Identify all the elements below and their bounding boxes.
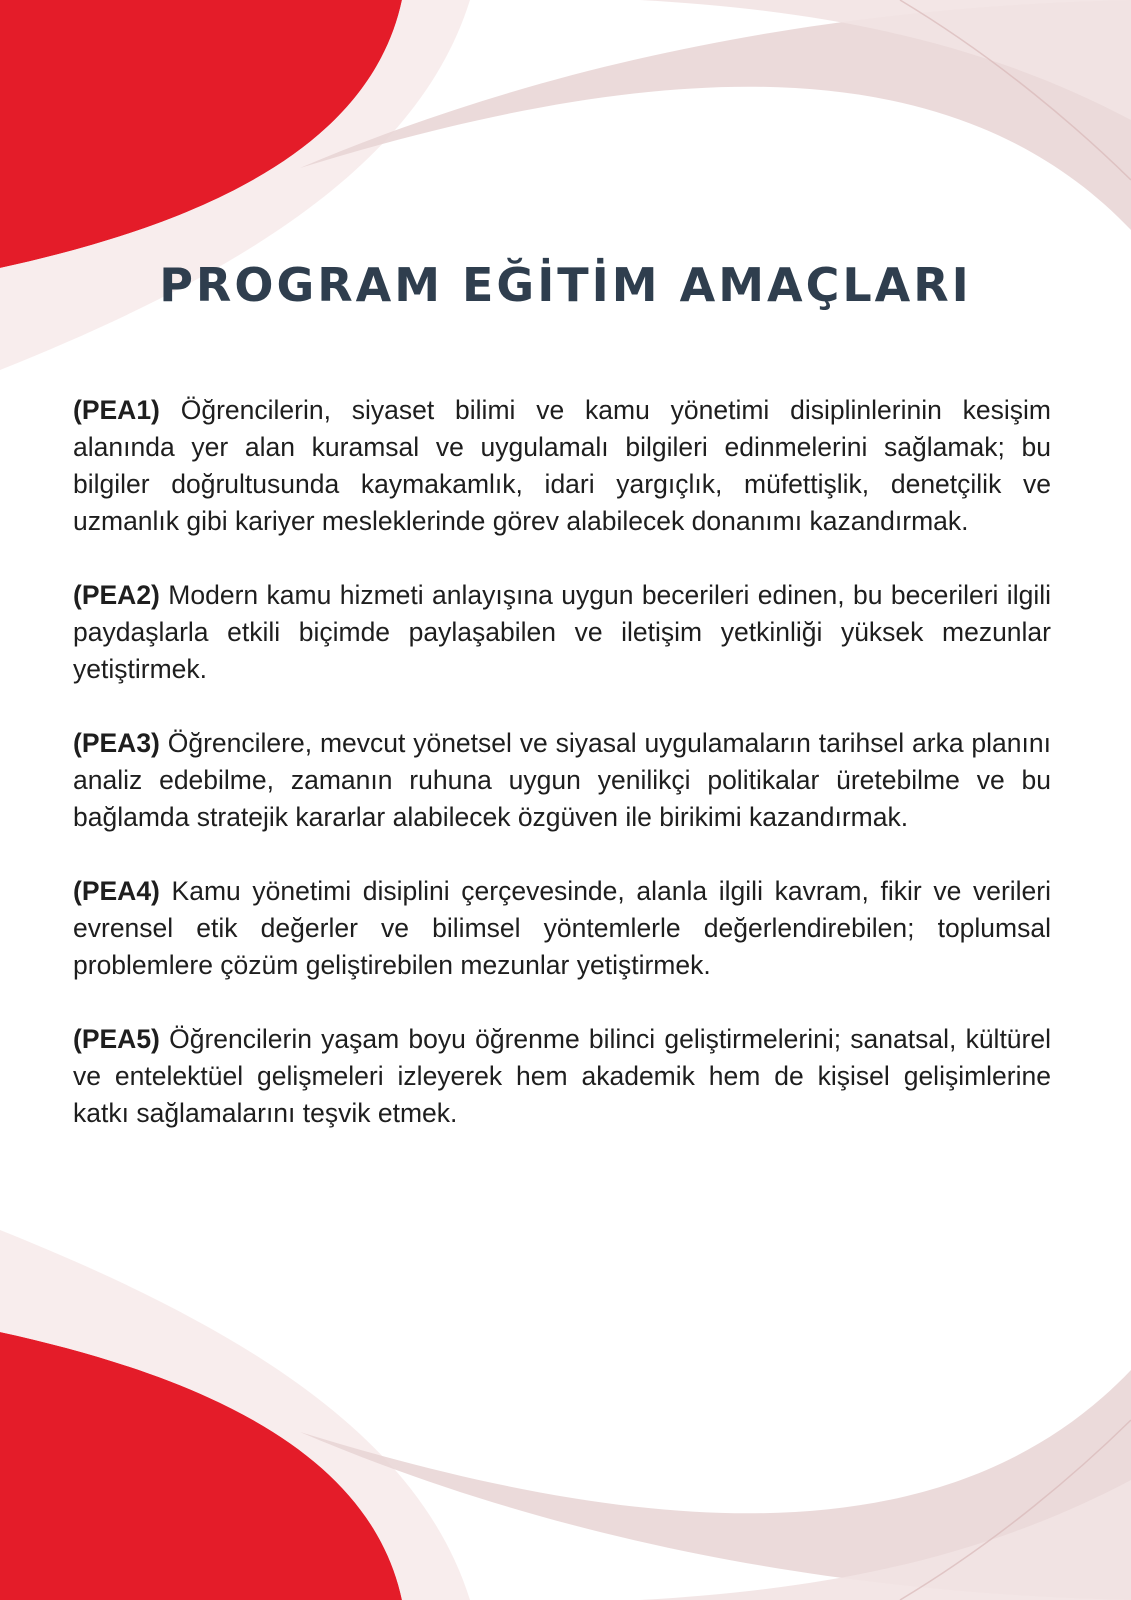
objective-code: (PEA1) bbox=[73, 395, 160, 425]
objective-item bbox=[73, 392, 1051, 540]
objective-item bbox=[73, 577, 1051, 688]
objective-code: (PEA2) bbox=[73, 580, 160, 610]
objective-text: Modern kamu hizmeti anlayışına uygun becerileri edinen, bu becerileri ilgili paydaşlarla etkili biçimde paylaşabilen ve iletişim yetkinliği yüksek mezunlar yetiştirmek. bbox=[73, 580, 1051, 684]
page-title: PROGRAM EĞİTİM AMAÇLARI bbox=[159, 258, 972, 312]
objective-item bbox=[73, 873, 1051, 984]
objective-item bbox=[73, 725, 1051, 836]
objective-item bbox=[73, 1021, 1051, 1132]
objective-code: (PEA5) bbox=[73, 1024, 160, 1054]
objective-text: Öğrencilerin, siyaset bilimi ve kamu yönetimi disiplinlerinin kesişim alanında yer alan kuramsal ve uygulamalı bilgileri edinmelerini sağlamak; bu bilgiler doğrultusunda kaymakamlık, idari yargıçlık, müfettişlik, denetçilik ve uzmanlık gibi kariyer mesleklerinde görev alabilecek donanımı kazandırmak. bbox=[73, 395, 1051, 536]
objective-text: Öğrencilere, mevcut yönetsel ve siyasal uygulamaların tarihsel arka planını analiz edebilme, zamanın ruhuna uygun yenilikçi politikalar üretebilme ve bu bağlamda stratejik kararlar alabilecek özgüven ile birikimi kazandırmak. bbox=[73, 728, 1051, 832]
objective-code: (PEA3) bbox=[73, 728, 160, 758]
objectives-list bbox=[73, 392, 1051, 1169]
objective-text: Öğrencilerin yaşam boyu öğrenme bilinci geliştirmelerini; sanatsal, kültürel ve entelektüel gelişmeleri izleyerek hem akademik hem de kişisel gelişimlerine katkı sağlamalarını teşvik etmek. bbox=[73, 1024, 1051, 1128]
objective-code: (PEA4) bbox=[73, 876, 160, 906]
objective-text: Kamu yönetimi disiplini çerçevesinde, alanla ilgili kavram, fikir ve verileri evrensel etik değerler ve bilimsel yöntemlerle değerlendirebilen; toplumsal problemlere çözüm geliştirebilen mezunlar yetiştirmek. bbox=[73, 876, 1051, 980]
